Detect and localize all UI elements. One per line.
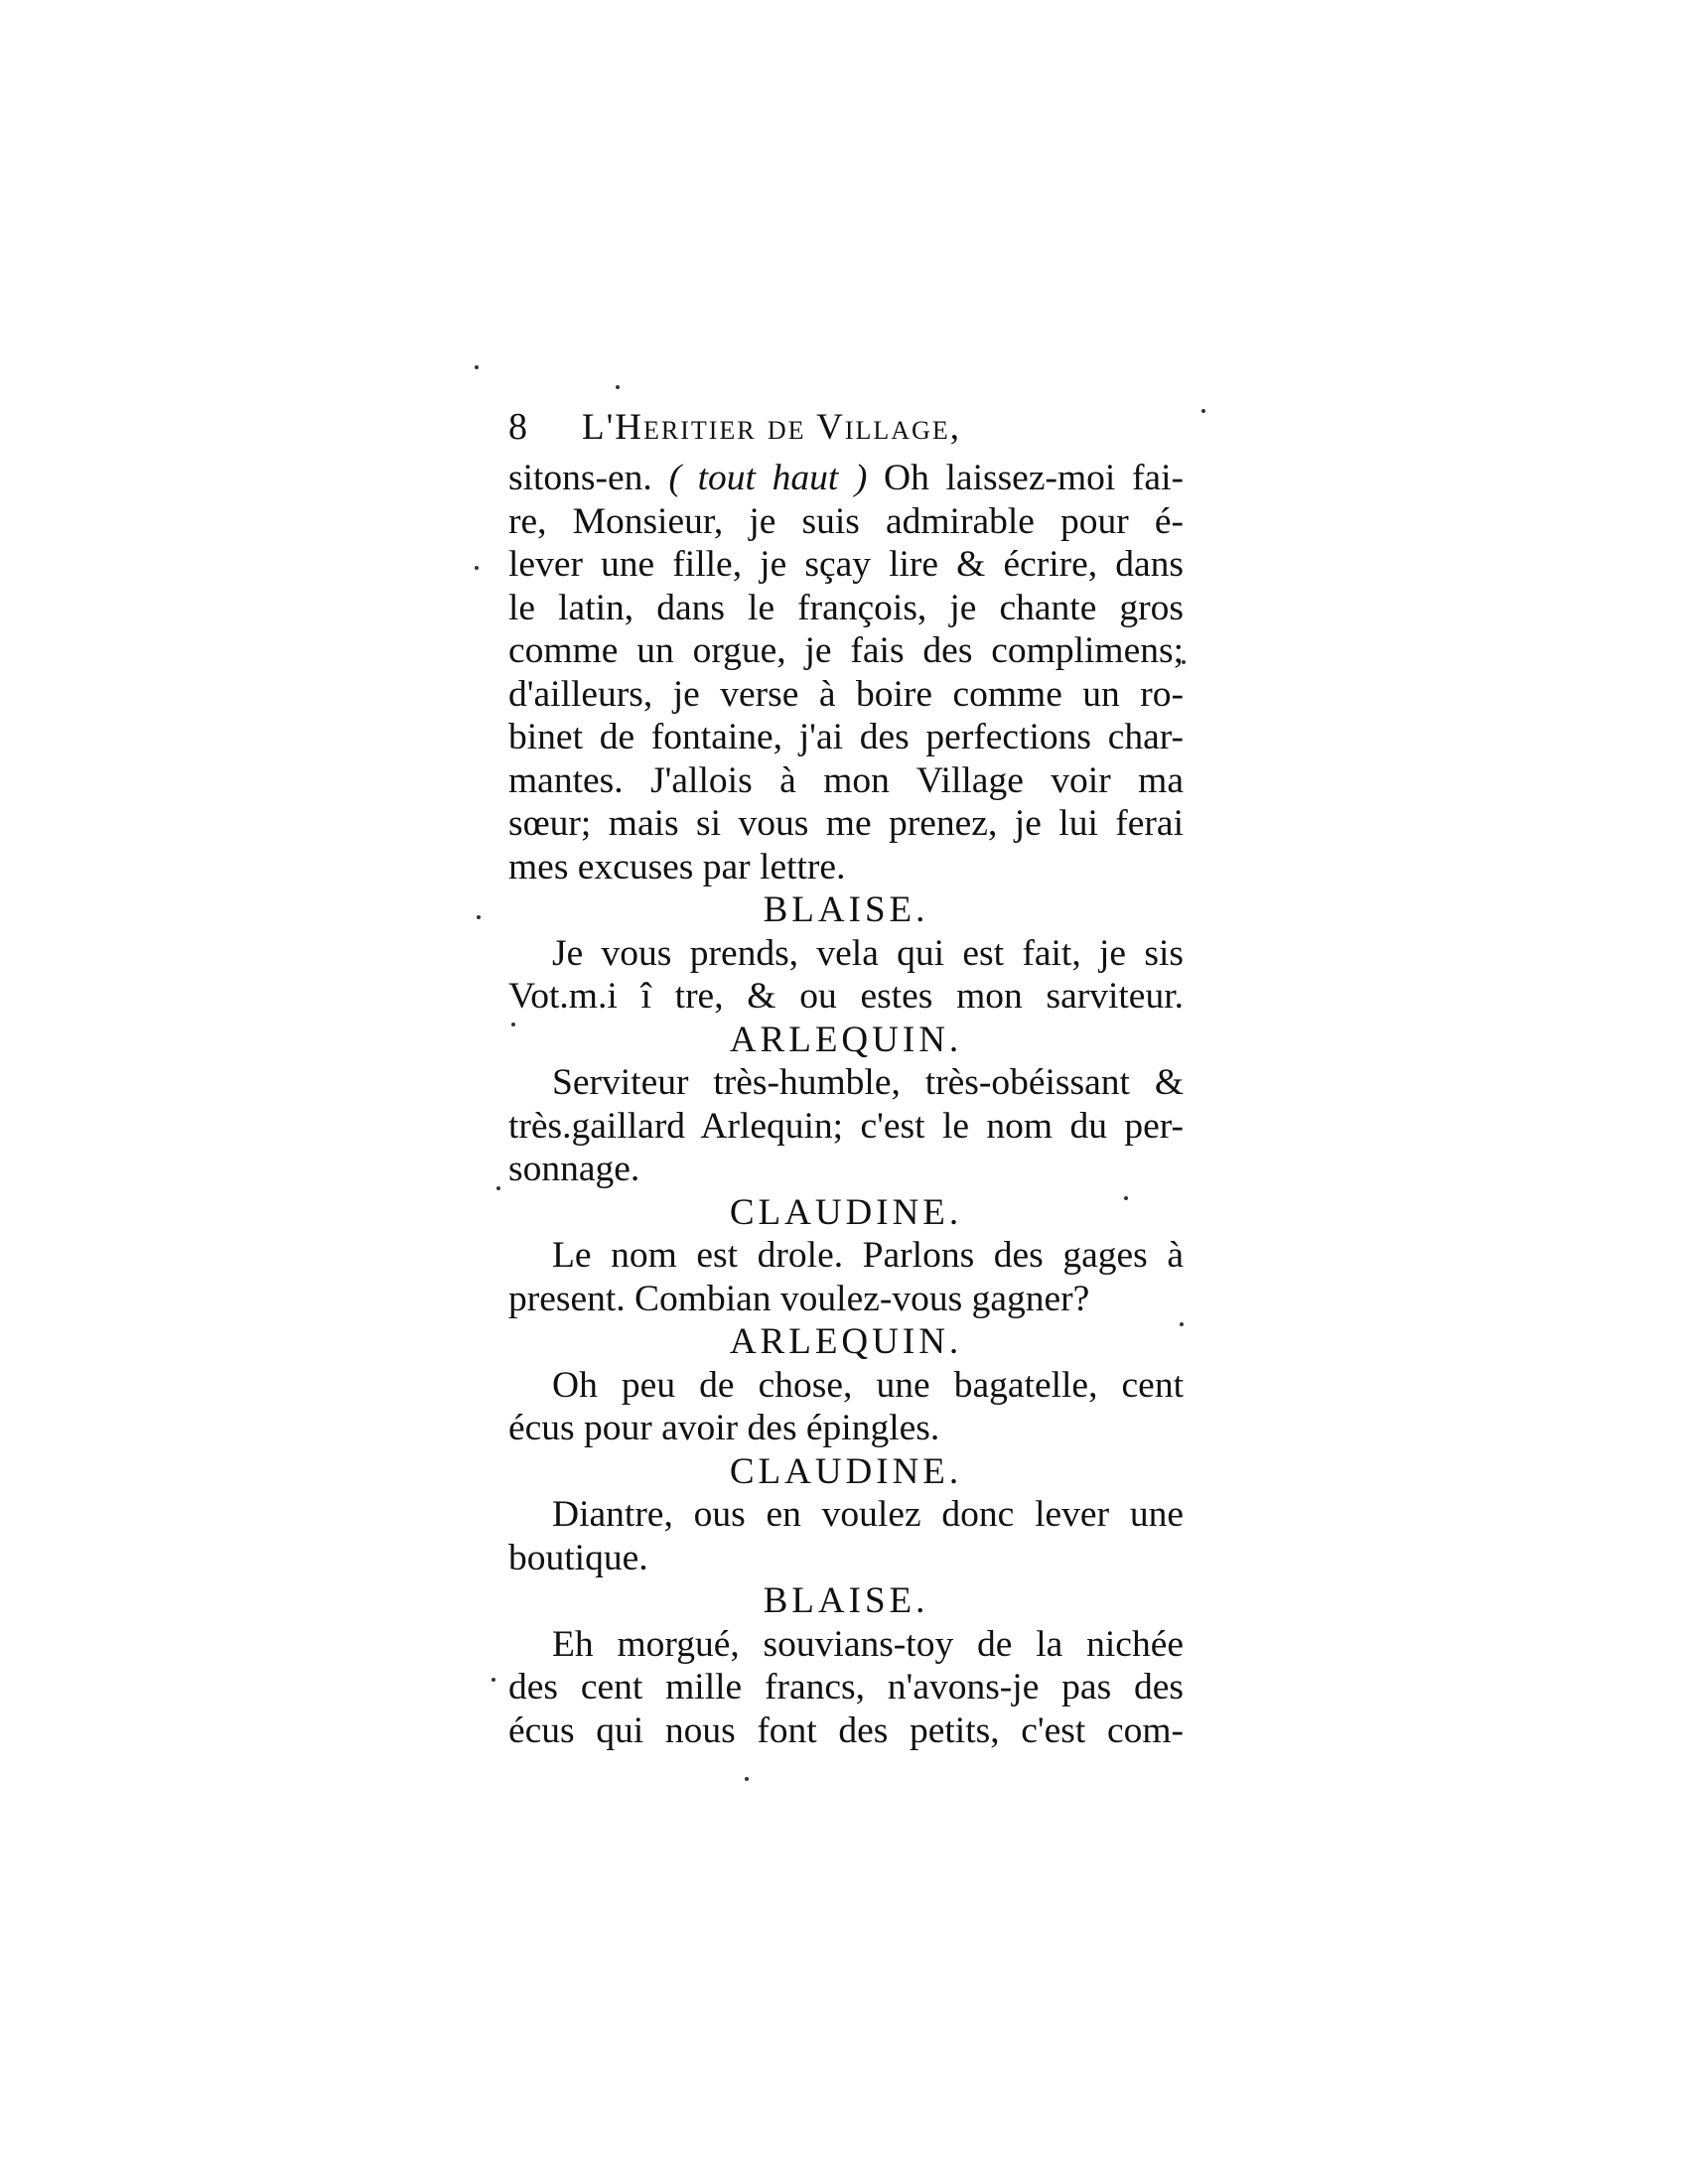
text-line: Serviteur très-humble, très-obéissant & [552, 1062, 1184, 1103]
speaker-name: ARLEQUIN. [729, 1321, 963, 1362]
speaker-name: CLAUDINE. [729, 1191, 963, 1233]
speaker-name: BLAISE. [763, 889, 929, 930]
text-line: boutique. [508, 1537, 648, 1578]
text-line: le latin, dans le françois, je chante gros [508, 587, 1184, 628]
print-speck [496, 1186, 500, 1190]
print-speck [475, 566, 479, 570]
text-line: comme un orgue, je fais des complimens; [508, 630, 1184, 671]
text-line: Le nom est drole. Parlons des gages à [552, 1235, 1184, 1276]
text-column [508, 405, 1184, 1752]
print-speck [477, 915, 481, 919]
print-speck [1201, 409, 1205, 413]
text-line: present. Combian voulez-vous gagner? [508, 1278, 1090, 1319]
speaker-name: BLAISE. [763, 1580, 929, 1621]
text-line: lever une fille, je sçay lire & écrire, dans [508, 544, 1184, 585]
text-line: Eh morgué, souvians-toy de la nichée [552, 1623, 1184, 1665]
print-speck [616, 385, 620, 389]
running-title: L'Heritier de Village, [582, 407, 961, 448]
text-line: très.gaillard Arlequin; c'est le nom du per- [508, 1105, 1184, 1147]
text-line: sonnage. [508, 1149, 640, 1189]
text-line: binet de fontaine, j'ai des perfections char- [508, 717, 1184, 757]
text-line: des cent mille francs, n'avons-je pas des [508, 1667, 1184, 1707]
text-line: d'ailleurs, je verse à boire comme un ro- [508, 673, 1184, 715]
text-line: mes excuses par lettre. [508, 846, 846, 887]
stage-direction: ( tout haut ) [668, 458, 868, 498]
text-line [508, 457, 1184, 500]
speaker-name: ARLEQUIN. [729, 1019, 963, 1060]
text-fragment: Oh laissez-moi fai- [867, 458, 1184, 498]
text-fragment: sitons-en. [508, 458, 669, 498]
text-line: écus pour avoir des épingles. [508, 1408, 940, 1448]
text-line: Je vous prends, vela qui est fait, je sis [552, 932, 1184, 974]
print-speck [475, 365, 479, 369]
text-line: Vot.m.i î tre, & ou estes mon sarviteur. [508, 976, 1184, 1017]
print-speck [745, 1777, 749, 1781]
page-header [508, 405, 1184, 457]
speaker-name: CLAUDINE. [729, 1450, 963, 1492]
text-line: re, Monsieur, je suis admirable pour é- [508, 500, 1184, 542]
text-line: Oh peu de chose, une bagatelle, cent [552, 1364, 1184, 1406]
text-line: Diantre, ous en voulez donc lever une [552, 1494, 1184, 1535]
print-speck [492, 1678, 495, 1682]
text-line: écus qui nous font des petits, c'est com- [508, 1709, 1184, 1751]
text-line: mantes. J'allois à mon Village voir ma [508, 759, 1184, 801]
page-number: 8 [508, 406, 528, 448]
text-line: sœur; mais si vous me prenez, je lui ferai [508, 803, 1184, 844]
